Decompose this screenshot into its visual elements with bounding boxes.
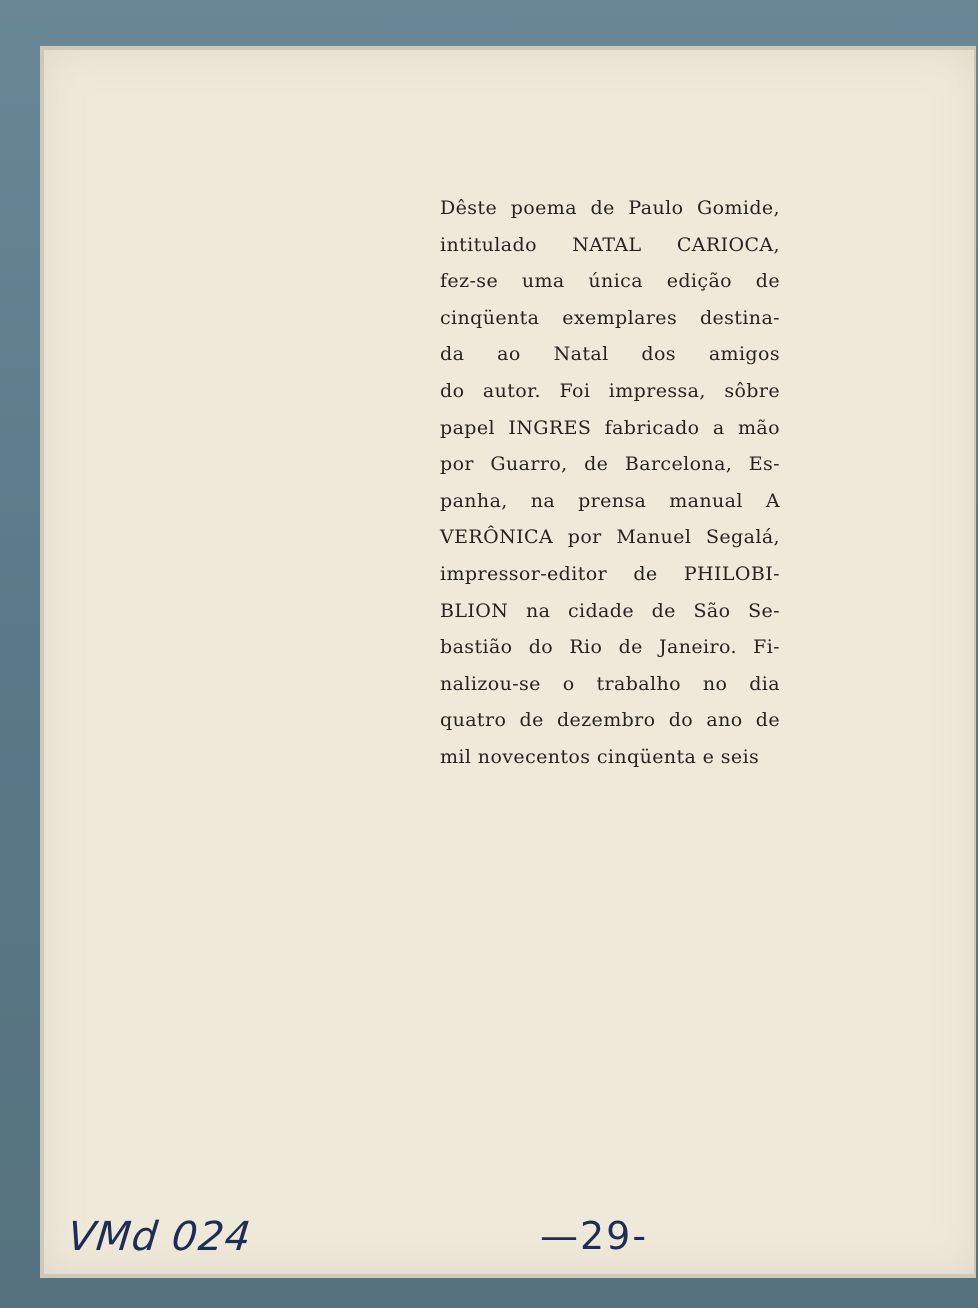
colophon-line: por Guarro, de Barcelona, Es- [440,453,780,476]
handwritten-page-number: —29- [540,1214,649,1258]
colophon-line: impressor-editor de PHILOBI- [440,562,780,585]
colophon-line: do autor. Foi impressa, sôbre [440,379,780,402]
colophon-line: nalizou-se o trabalho no dia [440,672,780,695]
colophon-line: mil novecentos cinqüenta e seis [440,745,760,768]
colophon-line: Dêste poema de Paulo Gomide, [440,197,780,219]
colophon-text [440,190,780,776]
handwritten-call-number: VMd 024 [65,1214,254,1260]
colophon-line: cinqüenta exemplares destina- [440,306,780,329]
colophon-line: panha, na prensa manual A [440,489,780,512]
colophon-line: VERÔNICA por Manuel Segalá, [440,526,780,549]
colophon-line: papel INGRES fabricado a mão [440,416,780,439]
colophon-line: fez-se uma única edição de [440,270,780,293]
colophon-line: BLION na cidade de São Se- [440,599,780,622]
colophon-line: quatro de dezembro do ano de [440,709,780,732]
colophon-line: bastião do Rio de Janeiro. Fi- [440,636,780,659]
colophon-line: intitulado NATAL CARIOCA, [440,233,780,256]
colophon-line: da ao Natal dos amigos [440,343,780,366]
